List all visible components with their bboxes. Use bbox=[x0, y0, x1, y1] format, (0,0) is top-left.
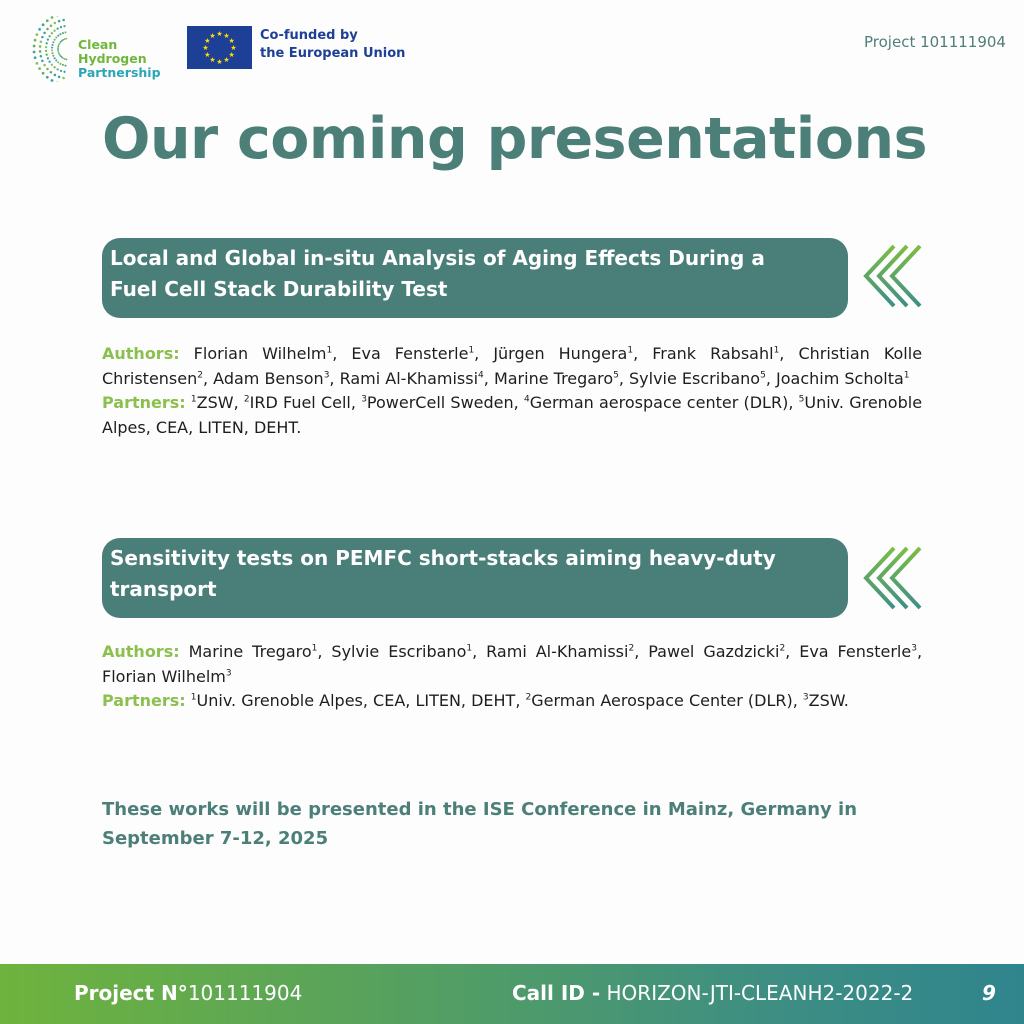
eu-star: ★ bbox=[228, 37, 235, 45]
logo-dot bbox=[55, 59, 57, 61]
author-name: Eva Fensterle bbox=[799, 642, 912, 661]
logo-dot bbox=[51, 47, 53, 49]
author-entry bbox=[194, 344, 333, 363]
logo-dot bbox=[66, 58, 68, 60]
logo-text-line1: Clean Hydrogen bbox=[78, 37, 147, 66]
affiliation-number: 4 bbox=[523, 394, 530, 405]
partner-entry bbox=[361, 393, 513, 412]
author-name: Rami Al-Khamissi bbox=[486, 642, 629, 661]
logo-dot bbox=[64, 31, 66, 33]
clean-hydrogen-logo-icon bbox=[28, 16, 76, 82]
logo-dot bbox=[39, 50, 42, 53]
affiliation-number: 4 bbox=[478, 370, 484, 381]
presentation-1-details bbox=[102, 342, 922, 440]
page-number: 9 bbox=[982, 981, 996, 1005]
authors-label: Authors: bbox=[102, 344, 180, 363]
logo-dot bbox=[42, 72, 45, 75]
presentation-1-title-banner: Local and Global in-situ Analysis of Aging Effects During a Fuel Cell Stack Durability Test bbox=[102, 238, 848, 318]
logo-dot bbox=[51, 16, 54, 19]
logo-dot bbox=[53, 66, 55, 68]
logo-dot bbox=[60, 70, 62, 72]
page-title: Our coming presentations bbox=[102, 106, 927, 172]
logo-dot bbox=[63, 25, 65, 27]
affiliation-number: 2 bbox=[779, 643, 786, 654]
logo-dot bbox=[58, 44, 60, 46]
logo-dot bbox=[41, 60, 44, 63]
affiliation-number: 1 bbox=[773, 345, 780, 356]
logo-dot bbox=[43, 64, 46, 67]
logo-dot bbox=[42, 23, 45, 26]
affiliation-number: 2 bbox=[197, 370, 203, 381]
logo-dot bbox=[51, 44, 53, 46]
footer-call-id bbox=[512, 981, 913, 1005]
eu-star: ★ bbox=[204, 37, 211, 45]
logo-dot bbox=[59, 33, 61, 35]
author-entry bbox=[648, 642, 785, 661]
logo-dot bbox=[62, 77, 65, 80]
logo-dot bbox=[62, 32, 64, 34]
logo-dot bbox=[43, 32, 46, 35]
logo-dot bbox=[66, 38, 68, 40]
logo-dot bbox=[54, 39, 56, 41]
logo-dot bbox=[58, 76, 61, 79]
footer-bar bbox=[0, 964, 1024, 1024]
eu-text-line1: Co-funded by bbox=[260, 28, 358, 43]
eu-star: ★ bbox=[216, 30, 223, 38]
logo-dot bbox=[46, 28, 49, 31]
clean-hydrogen-partnership-logo bbox=[28, 16, 188, 82]
logo-dot bbox=[58, 20, 61, 23]
author-entry bbox=[351, 344, 474, 363]
affiliation-number: 1 bbox=[627, 345, 634, 356]
eu-text-line2: the European Union bbox=[260, 46, 406, 61]
logo-dot bbox=[33, 51, 36, 54]
logo-dot bbox=[48, 35, 50, 37]
affiliation-number: 1 bbox=[903, 370, 910, 381]
author-entry bbox=[629, 369, 766, 388]
author-name: Florian Wilhelm bbox=[193, 344, 327, 363]
logo-dot bbox=[36, 62, 39, 65]
logo-dot bbox=[62, 64, 64, 66]
partner-entry bbox=[526, 691, 793, 710]
footer-call-value: HORIZON-JTI-CLEANH2-2022-2 bbox=[606, 981, 914, 1005]
logo-dot bbox=[59, 42, 61, 44]
logo-dot bbox=[51, 32, 53, 34]
logo-dot bbox=[52, 41, 54, 43]
author-entry bbox=[189, 642, 318, 661]
author-name: Rami Al-Khamissi bbox=[339, 368, 479, 388]
author-entry bbox=[486, 642, 634, 661]
logo-dot bbox=[63, 71, 65, 73]
affiliation-number: 2 bbox=[243, 394, 250, 405]
logo-dot bbox=[50, 71, 53, 74]
affiliation-number: 1 bbox=[466, 643, 473, 654]
presentation-2-title-banner: Sensitivity tests on PEMFC short-stacks aiming heavy-duty transport bbox=[102, 538, 848, 618]
logo-dot bbox=[57, 61, 59, 63]
logo-dot bbox=[38, 67, 41, 70]
affiliation-number: 3 bbox=[361, 394, 367, 405]
logo-dot bbox=[48, 61, 50, 63]
affiliation-number: 3 bbox=[802, 692, 809, 703]
author-entry bbox=[652, 344, 779, 363]
logo-dot bbox=[47, 57, 49, 59]
author-name: Florian Wilhelm bbox=[102, 666, 226, 686]
logo-dot bbox=[57, 35, 59, 37]
logo-dot bbox=[34, 56, 37, 59]
logo-dot bbox=[50, 24, 53, 27]
logo-dot bbox=[54, 57, 56, 59]
affiliation-number: 1 bbox=[311, 643, 318, 654]
logo-dot bbox=[46, 68, 49, 71]
footer-project-label: Project N° bbox=[74, 981, 188, 1005]
logo-dot bbox=[54, 74, 57, 77]
logo-dot bbox=[52, 55, 54, 57]
logo-dot bbox=[57, 46, 59, 48]
logo-dot bbox=[41, 36, 44, 39]
eu-star: ★ bbox=[209, 56, 216, 65]
eu-star: ★ bbox=[228, 51, 235, 59]
partners-list: $^1$ZSW, $^2$IRD Fuel Cell, $^3$PowerCell Sweden, $^4$German aerospace center (DLR), $^5$Univ. Grenoble Alpes, CEA, LITEN, DEHT. bbox=[102, 393, 923, 437]
conference-note: These works will be presented in the ISE Conference in Mainz, Germany in September 7-12, 2025 bbox=[102, 799, 858, 849]
author-name: Marine Tregaro bbox=[493, 368, 614, 388]
author-entry bbox=[102, 667, 232, 686]
logo-dot bbox=[45, 50, 47, 52]
chevron-left-icon bbox=[862, 545, 924, 611]
logo-dot bbox=[46, 42, 48, 44]
author-name: Adam Benson bbox=[213, 368, 324, 388]
eu-star: ★ bbox=[202, 44, 209, 52]
author-name: Jürgen Hungera bbox=[493, 344, 628, 363]
partner-entry bbox=[244, 393, 351, 412]
logo-dot bbox=[57, 47, 59, 49]
authors-label: Authors: bbox=[102, 642, 180, 661]
eu-cofunding-text bbox=[260, 27, 405, 63]
logo-dot bbox=[57, 27, 59, 29]
partner-name: German aerospace center (DLR) bbox=[529, 393, 789, 412]
logo-dot bbox=[51, 64, 53, 66]
partner-entry bbox=[191, 393, 234, 412]
affiliation-number: 1 bbox=[468, 345, 475, 356]
affiliation-number: 3 bbox=[225, 668, 232, 679]
eu-star: ★ bbox=[223, 31, 230, 40]
logo-dot bbox=[51, 49, 53, 51]
presentation-2-details bbox=[102, 640, 922, 714]
logo-dot bbox=[54, 22, 57, 25]
affiliation-number: 5 bbox=[760, 370, 766, 381]
logo-dot bbox=[36, 33, 39, 36]
footer-call-label: Call ID - bbox=[512, 981, 601, 1005]
logo-dot bbox=[55, 37, 57, 39]
logo-dot bbox=[34, 39, 37, 42]
logo-dot bbox=[56, 81, 59, 82]
chevron-left-icon bbox=[862, 243, 924, 309]
affiliation-number: 3 bbox=[911, 643, 917, 654]
eu-star: ★ bbox=[204, 51, 211, 59]
author-entry bbox=[213, 369, 329, 388]
eu-star: ★ bbox=[209, 31, 216, 40]
affiliation-number: 5 bbox=[798, 394, 805, 405]
partner-name: ZSW bbox=[196, 393, 234, 412]
logo-dot bbox=[38, 28, 41, 31]
logo-dot bbox=[40, 55, 43, 58]
author-name: Sylvie Escribano bbox=[331, 642, 467, 661]
eu-flag-icon bbox=[187, 26, 252, 69]
logo-dot bbox=[58, 52, 60, 54]
logo-text-line2: Partnership bbox=[78, 65, 161, 80]
logo-dot bbox=[46, 76, 49, 79]
affiliation-number: 1 bbox=[190, 394, 197, 405]
author-entry bbox=[776, 369, 910, 388]
partner-name: German Aerospace Center (DLR) bbox=[531, 691, 793, 710]
partner-name: ZSW. bbox=[808, 691, 849, 710]
affiliation-number: 3 bbox=[323, 370, 330, 381]
affiliation-number: 1 bbox=[326, 345, 333, 356]
logo-dot bbox=[51, 79, 54, 82]
footer-project bbox=[74, 981, 302, 1005]
logo-dot bbox=[57, 49, 59, 51]
partners-label: Partners: bbox=[102, 691, 186, 710]
logo-dot bbox=[56, 16, 59, 17]
partner-name: Univ. Grenoble Alpes, CEA, LITEN, DEHT bbox=[196, 691, 516, 710]
logo-dot bbox=[46, 19, 49, 22]
partner-entry bbox=[524, 393, 788, 412]
author-entry bbox=[493, 344, 633, 363]
author-name: Christian Kolle Christensen bbox=[102, 344, 923, 388]
logo-dot bbox=[33, 45, 36, 48]
logo-dot bbox=[46, 54, 48, 56]
author-entry bbox=[494, 369, 619, 388]
logo-dot bbox=[39, 45, 42, 48]
logo-dot bbox=[51, 52, 53, 54]
affiliation-number: 2 bbox=[525, 692, 532, 703]
partner-entry bbox=[191, 691, 516, 710]
eu-star: ★ bbox=[223, 56, 230, 65]
partners-label: Partners: bbox=[102, 393, 186, 412]
project-id-header: Project 101111904 bbox=[864, 33, 1006, 51]
author-entry bbox=[331, 642, 472, 661]
logo-dot bbox=[57, 51, 59, 53]
authors-list: Marine Tregaro$^1$, Sylvie Escribano$^1$, Rami Al-Khamissi$^2$, Pawel Gazdzicki$^2$, Eva Fensterle$^3$, Florian Wilhelm$^3$ bbox=[102, 642, 923, 686]
logo-dot bbox=[64, 58, 66, 60]
author-name: Sylvie Escribano bbox=[629, 368, 761, 388]
affiliation-number: 5 bbox=[613, 370, 619, 381]
logo-dot bbox=[40, 40, 43, 43]
logo-dot bbox=[57, 68, 59, 70]
logo-dot bbox=[47, 39, 49, 41]
author-entry bbox=[340, 369, 484, 388]
partners-list: $^1$Univ. Grenoble Alpes, CEA, LITEN, DEHT, $^2$German Aerospace Center (DLR), $^3$ZSW. bbox=[190, 691, 849, 710]
author-name: Joachim Scholta bbox=[776, 368, 904, 388]
logo-dot bbox=[64, 65, 66, 67]
partner-name: IRD Fuel Cell bbox=[249, 393, 351, 412]
author-name: Pawel Gazdzicki bbox=[648, 642, 780, 661]
author-name: Eva Fensterle bbox=[351, 344, 469, 363]
logo-dot bbox=[59, 63, 61, 65]
logo-dot bbox=[53, 30, 55, 32]
author-name: Marine Tregaro bbox=[188, 642, 312, 661]
partner-name: Univ. Grenoble Alpes, CEA, LITEN, DEHT. bbox=[102, 393, 923, 437]
eu-star: ★ bbox=[230, 44, 237, 52]
author-name: Frank Rabsahl bbox=[652, 344, 774, 363]
footer-project-number: 101111904 bbox=[187, 981, 303, 1005]
author-entry bbox=[799, 642, 917, 661]
partner-entry bbox=[803, 691, 849, 710]
partner-name: PowerCell Sweden bbox=[366, 393, 514, 412]
affiliation-number: 1 bbox=[190, 692, 197, 703]
affiliation-number: 2 bbox=[628, 643, 635, 654]
authors-list: Florian Wilhelm$^1$, Eva Fensterle$^1$, Jürgen Hungera$^1$, Frank Rabsahl$^1$, Christian Kolle Christensen$^2$, Adam Benson$^3$, Rami Al-Khamissi$^4$, Marine Tregaro$^5$, Sylvie Escribano$^5$, Joachim Scholta$^1$ bbox=[102, 344, 923, 388]
logo-dot bbox=[62, 19, 65, 22]
logo-dot bbox=[45, 46, 47, 48]
eu-star: ★ bbox=[216, 58, 223, 66]
logo-dot bbox=[60, 26, 62, 28]
